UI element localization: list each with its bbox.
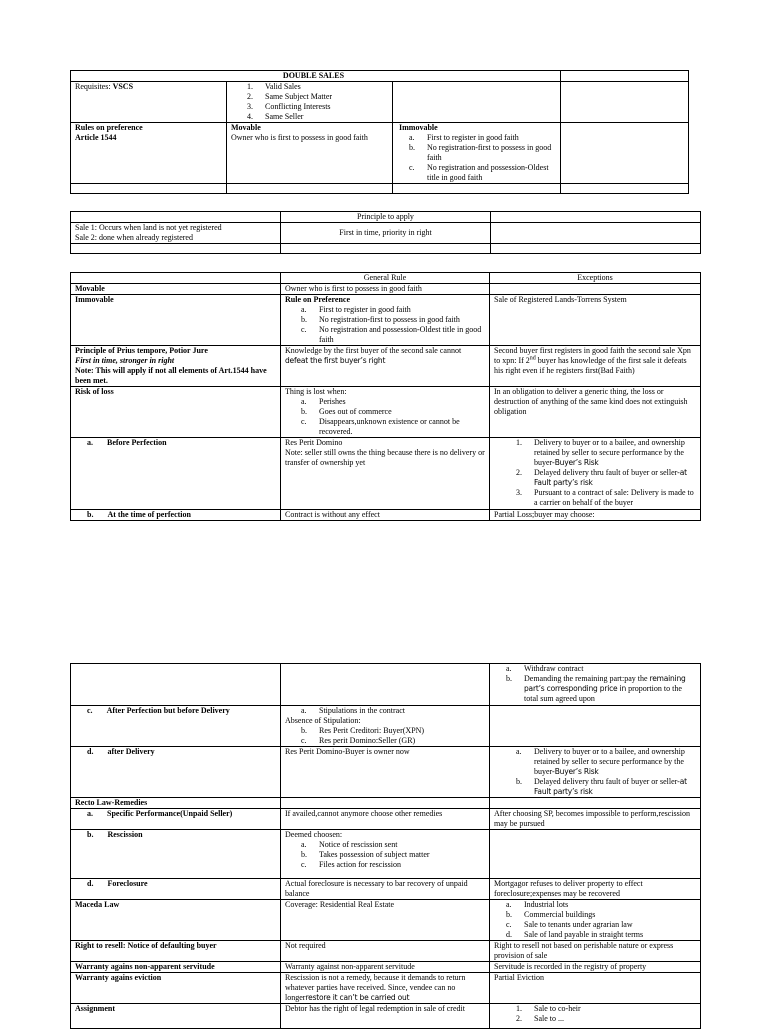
risk-of-loss-exception: In an obligation to deliver a generic thing, the loss or destruction of anything of the same kind does not extinguish obligation [490, 387, 701, 438]
list-item: a. Perishes [301, 397, 346, 406]
list-item: 2. Delayed delivery thru fault of buyer or seller-at Fault party’s risk [516, 468, 687, 487]
list-item: c. Disappears,unknown existence or cannot be recovered. [301, 417, 460, 436]
list-item: 1. Valid Sales [247, 82, 301, 91]
risk-of-loss-general: Thing is lost when: a. Perishes b. Goes out of commerce c. Disappears,unknown existence or cannot be recovered. [281, 387, 490, 438]
immovable-label: Immovable [71, 295, 281, 346]
specific-performance-label: a. Specific Performance(Unpaid Seller) [71, 809, 281, 830]
foreclosure-label: d. Foreclosure [71, 879, 281, 900]
immovable-rule: Immovable a. First to register in good faith b. No registration-first to possess in good faith c. No registration and possession-Oldest title in good faith [393, 123, 561, 184]
principle-header: Principle to apply [281, 212, 491, 223]
list-item: 3. Pursuant to a contract of sale: Delivery is made to a carrier on behalf of the buyer [516, 488, 694, 507]
rescission-label: b. Rescission [71, 830, 281, 879]
maceda-law-label: Maceda Law [71, 900, 281, 941]
right-to-resell-label: Right to resell: Notice of defaulting buyer [71, 941, 281, 962]
principle-table [70, 211, 701, 254]
list-item: 2. Sale to ... [516, 1014, 564, 1023]
movable-rule: Movable Owner who is first to possess in good faith [227, 123, 393, 184]
list-item: b. Res Perit Creditori: Buyer(XPN) [301, 726, 425, 735]
sale-descriptions: Sale 1: Occurs when land is not yet registered Sale 2: done when already registered [71, 223, 281, 244]
at-perfection-label: b. At the time of perfection [71, 510, 281, 521]
after-perfection-before-delivery-label: c. After Perfection but before Delivery [71, 706, 281, 747]
list-item: 3. Conflicting Interests [247, 102, 331, 111]
list-item: c. Sale to tenants under agrarian law [506, 920, 633, 929]
list-item: b. Delayed delivery thru fault of buyer or seller-at Fault party’s risk [516, 777, 687, 796]
prius-tempore-exception: Second buyer first registers in good faith the second sale Xpn to xpn: If 2nd buyer has knowledge of the first sale it defeats his right even if he registers first(Bad Faith) [490, 346, 701, 387]
movable-label: Movable [71, 284, 281, 295]
rescission-general: Deemed choosen: a. Notice of rescission sent b. Takes possession of subject matter c. Files action for rescission [281, 830, 490, 879]
rules-on-preference-label: Rules on preference Article 1544 [71, 123, 227, 184]
list-item: a. Notice of rescission sent [301, 840, 398, 849]
risk-of-loss-label: Risk of loss [71, 387, 281, 438]
prius-tempore-general: Knowledge by the first buyer of the second sale cannot defeat the first buyer’s right [281, 346, 490, 387]
list-item: c. Res perit Domino:Seller (GR) [301, 736, 416, 745]
list-item: b. Goes out of commerce [301, 407, 392, 416]
warranty-servitude-label: Warranty agains non-apparent servitude [71, 962, 281, 973]
list-item: b. Demanding the remaining part:pay the remaining part’s corresponding price in proportion to the total sum agreed upon [506, 674, 686, 703]
list-item: b. Commercial buildings [506, 910, 596, 919]
partial-loss-choices [490, 664, 701, 706]
foreclosure-general: Actual foreclosure is necessary to bar recovery of unpaid balance [281, 879, 490, 900]
general-rule-header: General Rule [281, 273, 490, 284]
movable-general: Owner who is first to possess in good faith [281, 284, 490, 295]
warranty-eviction-exception: Partial Eviction [490, 973, 701, 1004]
recto-law-label: Recto Law-Remedies [71, 798, 281, 809]
prius-tempore-label: Principle of Prius tempore, Potior Jure First in time, stronger in right Note: This will apply if not all elements of Art.1544 have been met. [71, 346, 281, 387]
principle-value: First in time, priority in right [281, 223, 491, 244]
double-sales-table [70, 70, 689, 194]
list-item: 1. Delivery to buyer or to a bailee, and ownership retained by seller to secure performance by the buyer-Buyer’s Risk [516, 438, 685, 467]
warranty-eviction-general: Rescission is not a remedy, because it demands to return whatever parties have received. Since, vendee can no longerrestore it can’t be carried out [281, 973, 490, 1004]
assignment-exception [490, 1004, 701, 1029]
list-item: a. First to register in good faith [409, 133, 519, 142]
list-item: 4. Same Seller [247, 112, 304, 121]
list-item: 1. Sale to co-heir [516, 1004, 581, 1013]
immovable-general: Rule on Preference a. First to register in good faith b. No registration-first to possess in good faith c. No registration and possession-Oldest title in good faith [281, 295, 490, 346]
remedies-table [70, 663, 701, 1029]
immovable-exception: Sale of Registered Lands-Torrens System [490, 295, 701, 346]
list-item: c. No registration and possession-Oldest title in good faith [409, 163, 549, 182]
at-perfection-exception: Partial Loss;buyer may choose: [490, 510, 701, 521]
list-item: a. Industrial lots [506, 900, 569, 909]
rules-table [70, 272, 701, 521]
foreclosure-exception: Mortgagor refuses to deliver property to effect foreclosure;expenses may be recovered [490, 879, 701, 900]
warranty-servitude-exception: Servitude is recorded in the registry of property [490, 962, 701, 973]
double-sales-title: DOUBLE SALES [71, 71, 561, 82]
after-delivery-exception [490, 747, 701, 798]
assignment-general: Debtor has the right of legal redemption in sale of credit [281, 1004, 490, 1029]
before-perfection-general: Res Perit Domino Note: seller still owns the thing because there is no delivery or transfer of ownership yet [281, 438, 490, 510]
list-item: 2. Same Subject Matter [247, 92, 333, 101]
list-item: b. No registration-first to possess in good faith [301, 315, 460, 324]
after-delivery-general: Res Perit Domino-Buyer is owner now [281, 747, 490, 798]
list-item: a. First to register in good faith [301, 305, 411, 314]
assignment-label: Assignment [71, 1004, 281, 1029]
specific-performance-general: If availed,cannot anymore choose other remedies [281, 809, 490, 830]
list-item: a. Withdraw contract [506, 664, 584, 673]
exceptions-header: Exceptions [490, 273, 701, 284]
after-perfection-before-delivery-general: a. Stipulations in the contract Absence of Stipulation: b. Res Perit Creditori: Buyer(XPN) c. Res perit Domino:Seller (GR) [281, 706, 490, 747]
list-item: b. Takes possession of subject matter [301, 850, 430, 859]
warranty-eviction-label: Warranty agains eviction [71, 973, 281, 1004]
requisites-list [227, 82, 393, 123]
requisites-label: Requisites: VSCS [71, 82, 227, 123]
before-perfection-exception [490, 438, 701, 510]
at-perfection-general: Contract is without any effect [281, 510, 490, 521]
list-item: c. Files action for rescission [301, 860, 401, 869]
list-item: b. No registration-first to possess in good faith [409, 143, 552, 162]
warranty-servitude-general: Warranty against non-apparent servitude [281, 962, 490, 973]
after-delivery-label: d. after Delivery [71, 747, 281, 798]
right-to-resell-exception: Right to resell not based on perishable nature or express provision of sale [490, 941, 701, 962]
maceda-law-general: Coverage: Residential Real Estate [281, 900, 490, 941]
list-item: c. No registration and possession-Oldest title in good faith [301, 325, 482, 344]
list-item: a. Delivery to buyer or to a bailee, and ownership retained by seller to secure performance by the buyer-Buyer’s Risk [516, 747, 685, 776]
list-item: d. Sale of land payable in straight terms [506, 930, 644, 939]
right-to-resell-general: Not required [281, 941, 490, 962]
before-perfection-label: a. Before Perfection [71, 438, 281, 510]
maceda-law-exception [490, 900, 701, 941]
specific-performance-exception: After choosing SP, becomes impossible to perform,rescission may be pursued [490, 809, 701, 830]
